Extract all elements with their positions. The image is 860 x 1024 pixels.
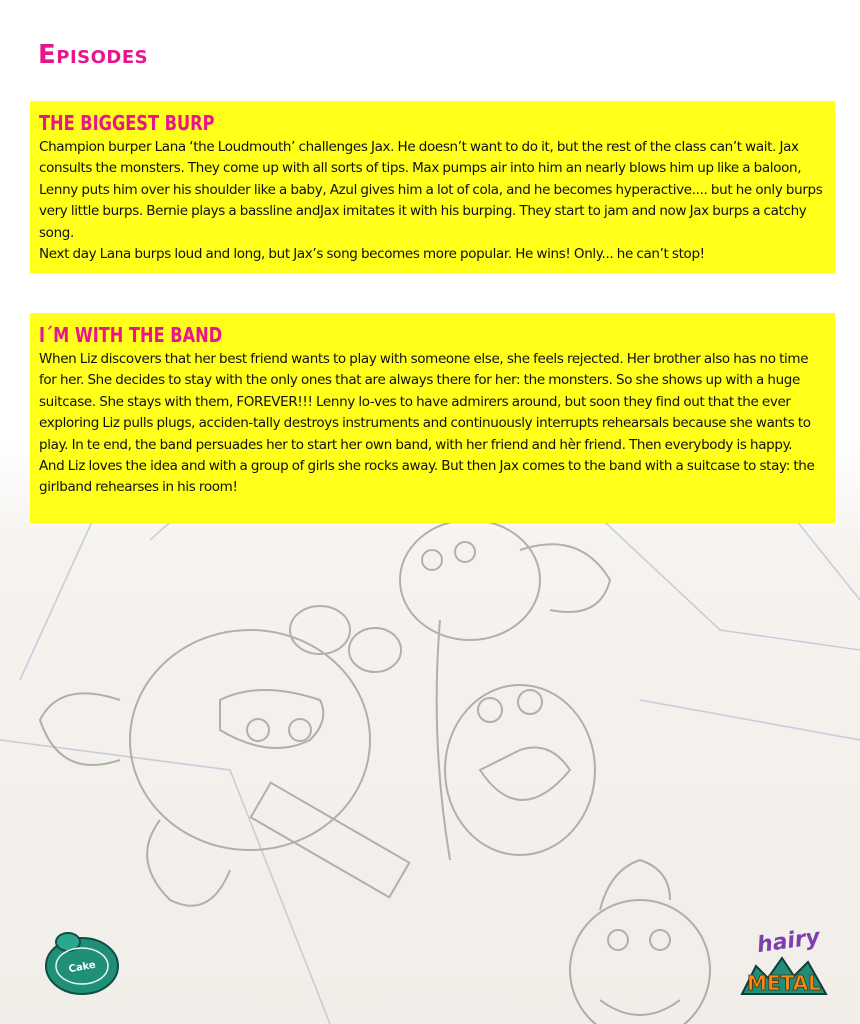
hairy-metal-logo-icon (736, 918, 832, 1004)
episode-card (30, 101, 835, 273)
hairy-metal-logo (736, 918, 832, 1004)
sketch-background (0, 440, 860, 1024)
episode-synopsis (39, 349, 826, 499)
episode-title: THE BIGGEST BURP (39, 111, 215, 135)
studio-logo (44, 930, 120, 998)
episode-paragraph: Next day Lana burps loud and long, but Jax’s song becomes more popular. He wins! Only... he can’t stop! (39, 246, 705, 263)
episode-title: I´M WITH THE BAND (39, 323, 223, 347)
svg-text:hairy: hairy (755, 924, 822, 959)
studio-logo-badge-icon (44, 930, 120, 998)
episode-card (30, 313, 835, 523)
svg-text:METAL: METAL (747, 971, 821, 995)
episode-synopsis (39, 137, 826, 265)
episode-paragraph: When Liz discovers that her best friend wants to play with someone else, she feels rejected. Her brother also has no time for her. She decides to stay with the only ones that are always there for her: the monsters. So she shows up with a huge suitcase. She stays with them, FOREVER!!! Lenny lo-ves to have admirers around, but soon they find out that the ever exploring Liz pulls plugs, acciden-tally destroys instruments and continuously interrupts rehearsals because she wants to play. In te end, the band persuades her to start her own band, with her friend and hèr friend. Then everybody is happy. (39, 351, 811, 453)
pencil-sketch-illustration (0, 440, 860, 1024)
episode-paragraph: Champion burper Lana ‘the Loudmouth’ challenges Jax. He doesn’t want to do it, but the rest of the class can’t wait. Jax consults the monsters. They come up with all sorts of tips. Max pumps air into him an nearly blows him up like a baloon, Lenny puts him over his shoulder like a baby, Azul gives him a lot of cola, and he becomes hyperactive.... but he only burps very little burps. Bernie plays a bassline andJax imitates it with his burping. They start to jam and now Jax burps a catchy song. (39, 139, 823, 241)
episode-paragraph: And Liz loves the idea and with a group of girls she rocks away. But then Jax comes to the band with a suitcase to stay: the girlband rehearses in his room! (39, 458, 815, 496)
page-title: Episodes (38, 40, 149, 70)
svg-text:Cake: Cake (67, 959, 97, 976)
